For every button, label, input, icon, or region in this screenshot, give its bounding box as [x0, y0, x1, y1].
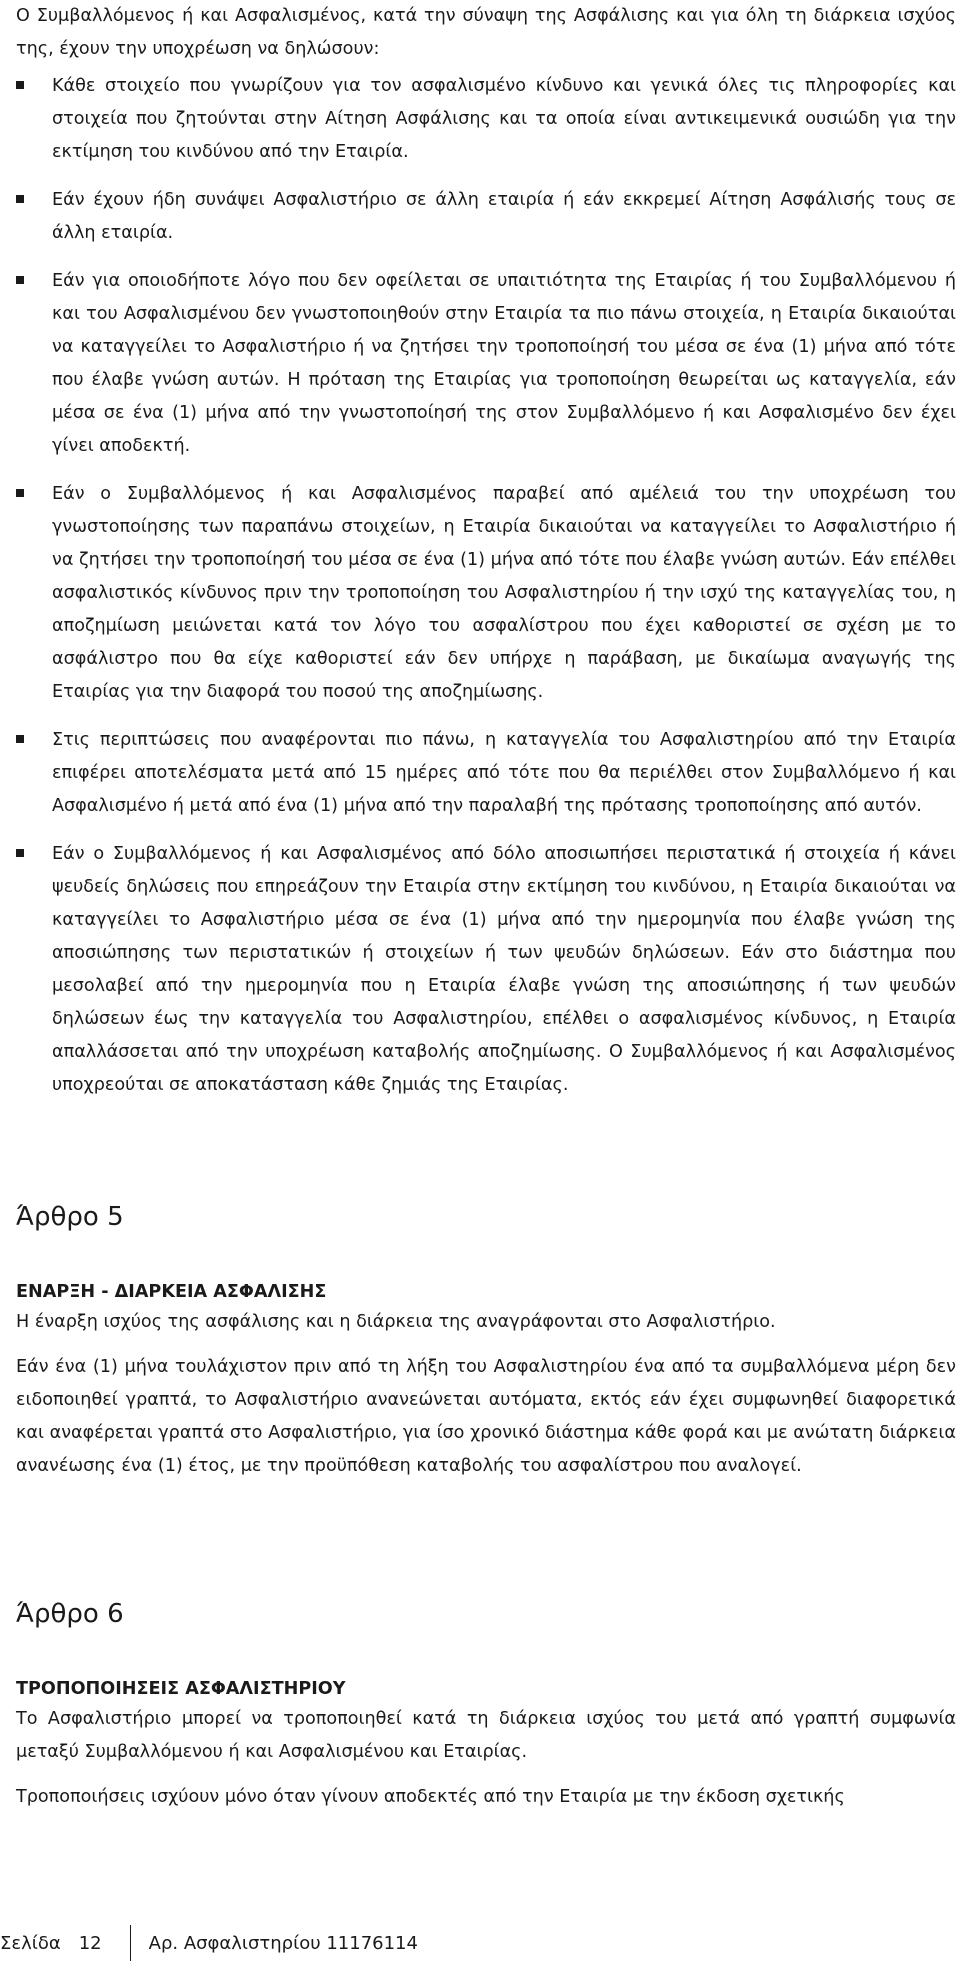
list-item [16, 478, 956, 709]
article-paragraph: Το Ασφαλιστήριο μπορεί να τροποποιηθεί κατά τη διάρκεια ισχύος του μετά από γραπτή συμφωνία μεταξύ Συμβαλλόμενου ή και Ασφαλισμένου και Εταιρίας. [16, 1709, 956, 1762]
article-6-section [16, 1597, 956, 1824]
page-footer [0, 1925, 418, 1961]
article-paragraph: Εάν ένα (1) μήνα τουλάχιστον πριν από τη λήξη του Ασφαλιστηρίου ένα από τα συμβαλλόμενα μέρη δεν ειδοποιηθεί γραπτά, το Ασφαλιστήριο ανανεώνεται αυτόματα, εκτός εάν έχει συμφωνηθεί διαφορετικά και αναφέρεται γραπτά στο Ασφαλιστήριο, για ίσο χρονικό διάστημα κάθε φορά και με ανώτατη διάρκεια ανανέωσης ένα (1) έτος, με την προϋπόθεση καταβολής του ασφαλίστρου που αναλογεί. [16, 1357, 956, 1476]
square-bullet-icon [16, 489, 24, 497]
list-item [16, 724, 956, 823]
list-item-text: Εάν ο Συμβαλλόμενος ή και Ασφαλισμένος από δόλο αποσιωπήσει περιστατικά ή στοιχεία ή κάνει ψευδείς δηλώσεις που επηρεάζουν την Εταιρία στην εκτίμηση του κινδύνου, η Εταιρία δικαιούται να καταγγείλει το Ασφαλιστήριο μέσα σε ένα (1) μήνα από την ημερομηνία που έλαβε γνώση της αποσιώπησης των περιστατικών ή στοιχείων ή των ψευδών δηλώσεων. Εάν στο διάστημα που μεσολαβεί από την ημερομηνία που η Εταιρία έλαβε γνώση της αποσιώπησης ή των ψευδών δηλώσεων έως την καταγγελία του Ασφαλιστηρίου, επέλθει ο ασφαλισμένος κίνδυνος, η Εταιρία απαλλάσσεται από την υποχρέωση καταβολής αποζημίωσης. Ο Συμβαλλόμενος ή και Ασφαλισμένος υποχρεούται σε αποκατάσταση κάθε ζημιάς της Εταιρίας. [52, 844, 956, 1095]
section-heading: ΤΡΟΠΟΠΟΙΗΣΕΙΣ ΑΣΦΑΛΙΣΤΗΡΙΟΥ [16, 1679, 346, 1699]
list-item [16, 838, 956, 1102]
list-item-text: Εάν ο Συμβαλλόμενος ή και Ασφαλισμένος παραβεί από αμέλειά του την υποχρέωση του γνωστοποίησης των παραπάνω στοιχείων, η Εταιρία δικαιούται να καταγγείλει το Ασφαλιστήριο ή να ζητήσει την τροποποίησή του μέσα σε ένα (1) μήνα από τότε που έλαβε γνώση αυτών. Εάν επέλθει ασφαλιστικός κίνδυνος πριν την τροποποίηση του Ασφαλιστηρίου ή την ισχύ της καταγγελίας του, η αποζημίωση μειώνεται κατά τον λόγο του ασφαλίστρου που έχει καθοριστεί σε σχέση με το ασφάλιστρο που θα είχε καθοριστεί εάν δεν υπήρχε η παράβαση, με δικαίωμα αναγωγής της Εταιρίας για την διαφορά του ποσού της αποζημίωσης. [52, 484, 956, 702]
obligations-list [16, 70, 956, 1117]
article-title: Άρθρο 5 [16, 1202, 124, 1232]
list-item-text: Εάν για οποιοδήποτε λόγο που δεν οφείλεται σε υπαιτιότητα της Εταιρίας ή του Συμβαλλόμενου ή και του Ασφαλισμένου δεν γνωστοποιηθούν στην Εταιρία τα πιο πάνω στοιχεία, η Εταιρία δικαιούται να καταγγείλει το Ασφαλιστήριο ή να ζητήσει την τροποποίησή του μέσα σε ένα (1) μήνα από τότε που έλαβε γνώση αυτών. Η πρόταση της Εταιρίας για τροποποίηση θεωρείται ως καταγγελία, εάν μέσα σε ένα (1) μήνα από την γνωστοποίησή της στον Συμβαλλόμενο ή και Ασφαλισμένο δεν έχει γίνει αποδεκτή. [52, 271, 956, 456]
section-heading: ΕΝΑΡΞΗ - ΔΙΑΡΚΕΙΑ ΑΣΦΑΛΙΣΗΣ [16, 1282, 327, 1302]
square-bullet-icon [16, 849, 24, 857]
footer-divider [130, 1925, 131, 1961]
square-bullet-icon [16, 195, 24, 203]
article-paragraph: Η έναρξη ισχύος της ασφάλισης και η διάρκεια της αναγράφονται στο Ασφαλιστήριο. [16, 1312, 776, 1332]
page-number: 12 [78, 1932, 102, 1954]
square-bullet-icon [16, 81, 24, 89]
list-item-text: Κάθε στοιχείο που γνωρίζουν για τον ασφαλισμένο κίνδυνο και γενικά όλες τις πληροφορίες και στοιχεία που ζητούνται στην Αίτηση Ασφάλισης και τα οποία είναι αντικειμενικά ουσιώδη για την εκτίμηση του κινδύνου από την Εταιρία. [52, 76, 956, 162]
article-5-section [16, 1200, 956, 1493]
list-item [16, 70, 956, 169]
page-label: Σελίδα [0, 1932, 61, 1954]
list-item-text: Εάν έχουν ήδη συνάψει Ασφαλιστήριο σε άλλη εταιρία ή εάν εκκρεμεί Αίτηση Ασφάλισής τους σε άλλη εταιρία. [52, 190, 956, 243]
article-paragraph: Τροποποιήσεις ισχύουν μόνο όταν γίνουν αποδεκτές από την Εταιρία με την έκδοση σχετικής [16, 1787, 845, 1807]
policy-number: Αρ. Ασφαλιστηρίου 11176114 [148, 1932, 418, 1954]
intro-paragraph: Ο Συμβαλλόμενος ή και Ασφαλισμένος, κατά την σύναψη της Ασφάλισης και για όλη τη διάρκεια ισχύος της, έχουν την υποχρέωση να δηλώσουν: [16, 6, 956, 59]
square-bullet-icon [16, 735, 24, 743]
list-item [16, 184, 956, 250]
article-title: Άρθρο 6 [16, 1599, 124, 1629]
square-bullet-icon [16, 276, 24, 284]
list-item-text: Στις περιπτώσεις που αναφέρονται πιο πάνω, η καταγγελία του Ασφαλιστηρίου από την Εταιρία επιφέρει αποτελέσματα μετά από 15 ημέρες από τότε που θα περιέλθει στον Συμβαλλόμενο ή και Ασφαλισμένο ή μετά από ένα (1) μήνα από την παραλαβή της πρότασης τροποποίησης από αυτόν. [52, 730, 956, 816]
list-item [16, 265, 956, 463]
